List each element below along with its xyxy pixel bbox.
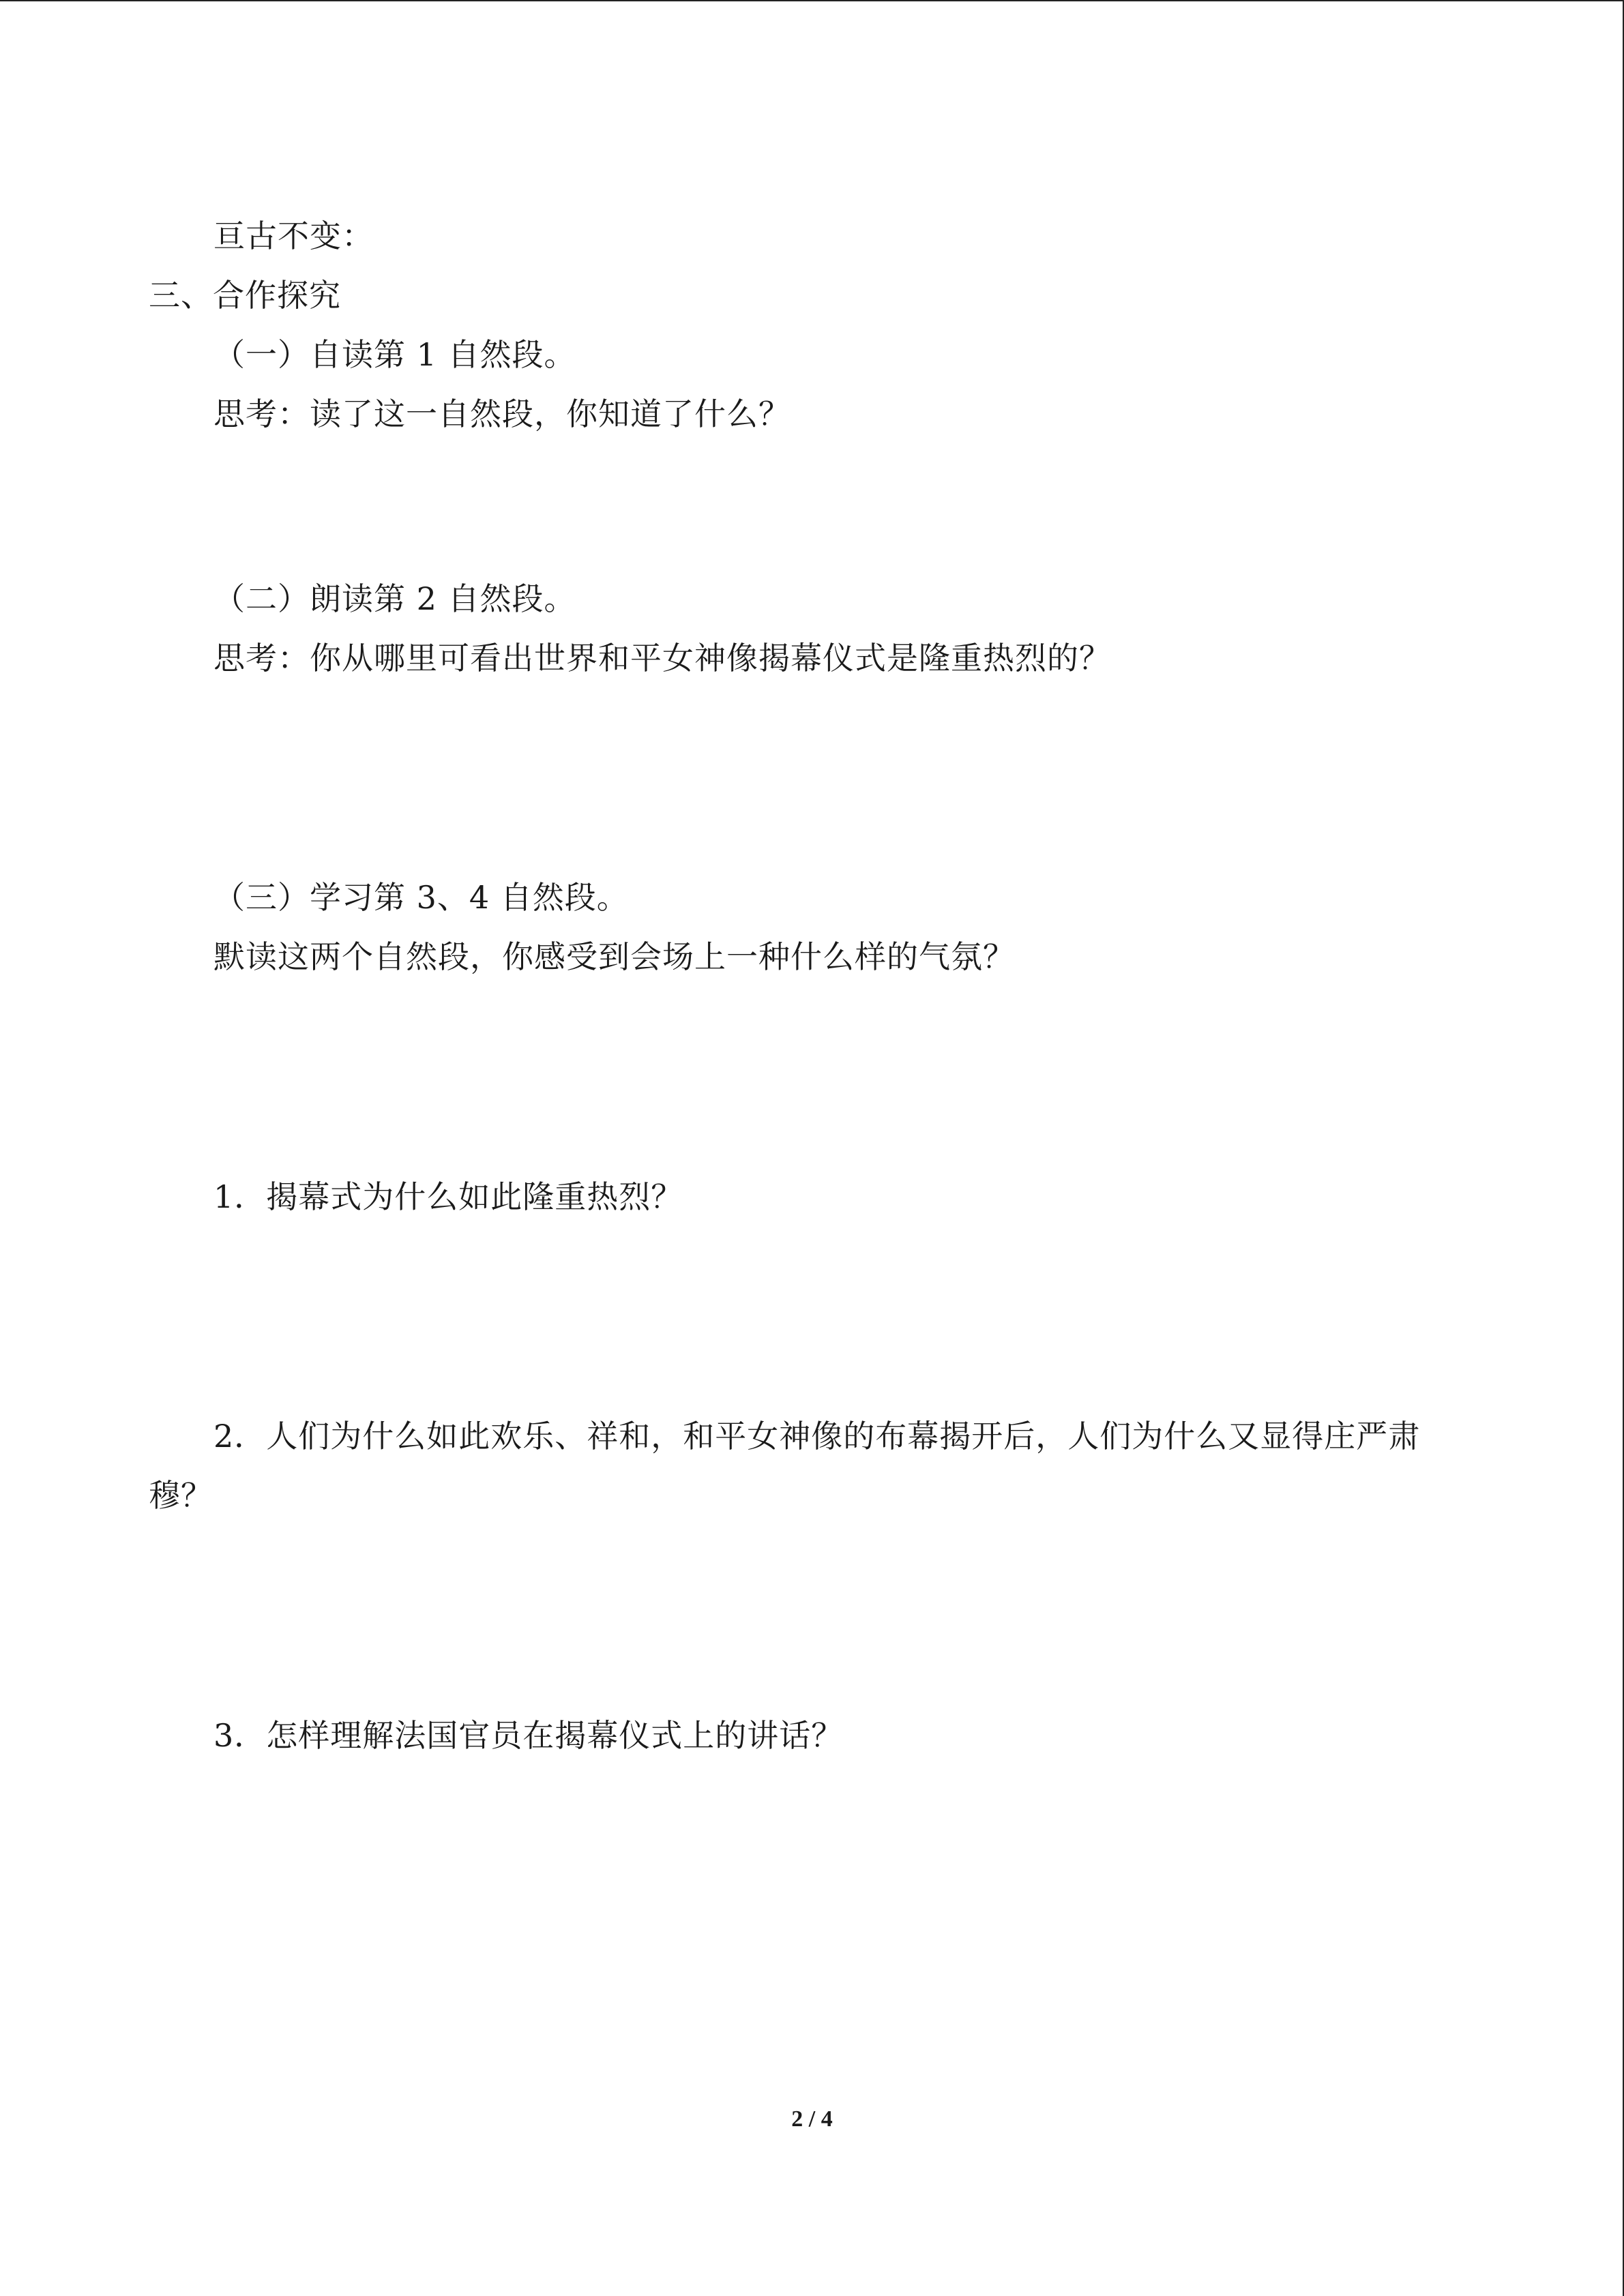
question-2-line-2: 穆？ — [149, 1477, 213, 1514]
text-line-eternal: 亘古不变： — [213, 218, 374, 254]
page-number: 2 / 4 — [791, 2106, 833, 2132]
subheading-paragraphs-3-4: （三）学习第 3、4 自然段。 — [213, 879, 629, 916]
section-heading-cooperative-inquiry: 三、合作探究 — [149, 277, 341, 314]
question-3: 3．怎样理解法国官员在揭幕仪式上的讲话？ — [213, 1717, 844, 1754]
subheading-paragraph-1: （一）自读第 1 自然段。 — [213, 336, 576, 373]
question-paragraph-1: 思考：读了这一自然段，你知道了什么？ — [213, 396, 791, 432]
question-2-line-1: 2．人们为什么如此欢乐、祥和，和平女神像的布幕揭开后，人们为什么又显得庄严肃 — [213, 1418, 1421, 1455]
question-paragraph-2: 思考：你从哪里可看出世界和平女神像揭幕仪式是隆重热烈的？ — [213, 640, 1111, 676]
page-top-border — [0, 0, 1624, 1]
question-1: 1．揭幕式为什么如此隆重热烈？ — [213, 1178, 683, 1215]
instruction-silent-reading: 默读这两个自然段，你感受到会场上一种什么样的气氛？ — [213, 938, 1015, 975]
subheading-paragraph-2: （二）朗读第 2 自然段。 — [213, 580, 576, 617]
